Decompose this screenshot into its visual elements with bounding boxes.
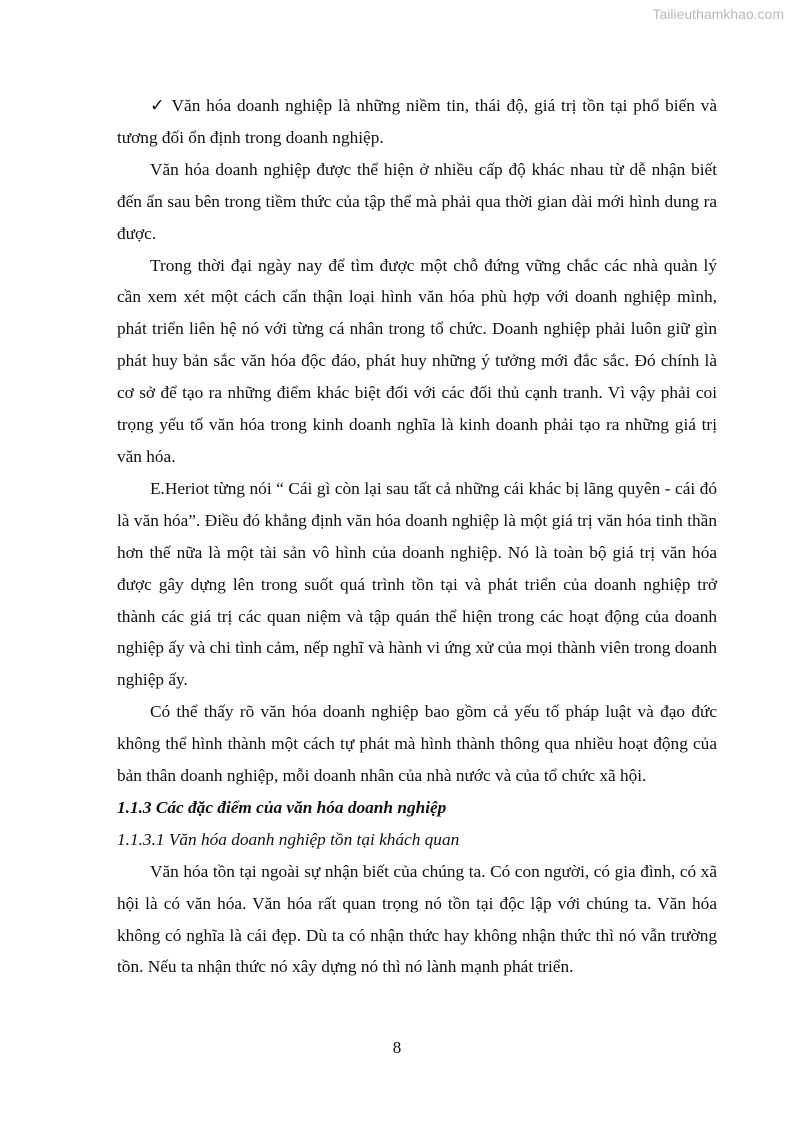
subsection-heading: 1.1.3.1 Văn hóa doanh nghiệp tồn tại khách quan: [117, 829, 460, 849]
paragraph-1: ✓ Văn hóa doanh nghiệp là những niềm tin, thái độ, giá trị tồn tại phổ biến và tương đối ổn định trong doanh nghiệp.: [117, 96, 717, 147]
page-number: 8: [392, 1038, 402, 1057]
document-body: [117, 90, 717, 983]
paragraph-3: Trong thời đại ngày nay để tìm được một chỗ đứng vững chắc các nhà quản lý cần xem xét một cách cẩn thận loại hình văn hóa phù hợp với doanh nghiệp mình, phát triển liên hệ nó với từng cá nhân trong tổ chức. Doanh nghiệp phải luôn giữ gìn phát huy bản sắc văn hóa độc đáo, phát huy những ý tưởng mới đắc sắc. Đó chính là cơ sở để tạo ra những điểm khác biệt đối với các đối thủ cạnh tranh. Vì vậy phải coi trọng yếu tố văn hóa trong kinh doanh nghĩa là kinh doanh phải tạo ra những giá trị văn hóa.: [117, 255, 717, 466]
paragraph-4: E.Heriot từng nói “ Cái gì còn lại sau tất cả những cái khác bị lãng quyên - cái đó là văn hóa”. Điều đó khẳng định văn hóa doanh nghiệp là một giá trị văn hóa tinh thần hơn thế nữa là một tài sản vô hình của doanh nghiệp. Nó là toàn bộ giá trị văn hóa được gây dựng lên trong suốt quá trình tồn tại và phát triển của doanh nghiệp trở thành các giá trị các quan niệm và tập quán thể hiện trong các hoạt động của doanh nghiệp ấy và chi tình cảm, nếp nghĩ và hành vi ứng xử của mọi thành viên trong doanh nghiệp ấy.: [117, 478, 717, 690]
section-heading: 1.1.3 Các đặc điểm của văn hóa doanh nghiệp: [117, 797, 447, 817]
paragraph-6: Văn hóa tồn tại ngoài sự nhận biết của chúng ta. Có con người, có gia đình, có xã hội là có văn hóa. Văn hóa rất quan trọng nó tồn tại độc lập với chúng ta. Văn hóa không có nghĩa là cái đẹp. Dù ta có nhận thức hay không nhận thức thì nó vẫn trường tồn. Nếu ta nhận thức nó xây dựng nó thì nó lành mạnh phát triển.: [117, 861, 717, 977]
paragraph-2: Văn hóa doanh nghiệp được thể hiện ở nhiều cấp độ khác nhau từ dễ nhận biết đến ẩn sau bên trong tiềm thức của tập thể mà phải qua thời gian dài mới hình dung ra được.: [117, 159, 717, 243]
paragraph-5: Có thể thấy rõ văn hóa doanh nghiệp bao gồm cả yếu tố pháp luật và đạo đức không thể hình thành một cách tự phát mà hình thành thông qua nhiều hoạt động của bản thân doanh nghiệp, mỗi doanh nhân của nhà nước và của tổ chức xã hội.: [117, 702, 717, 786]
watermark-text: Tailieuthamkhao.com: [652, 6, 784, 22]
